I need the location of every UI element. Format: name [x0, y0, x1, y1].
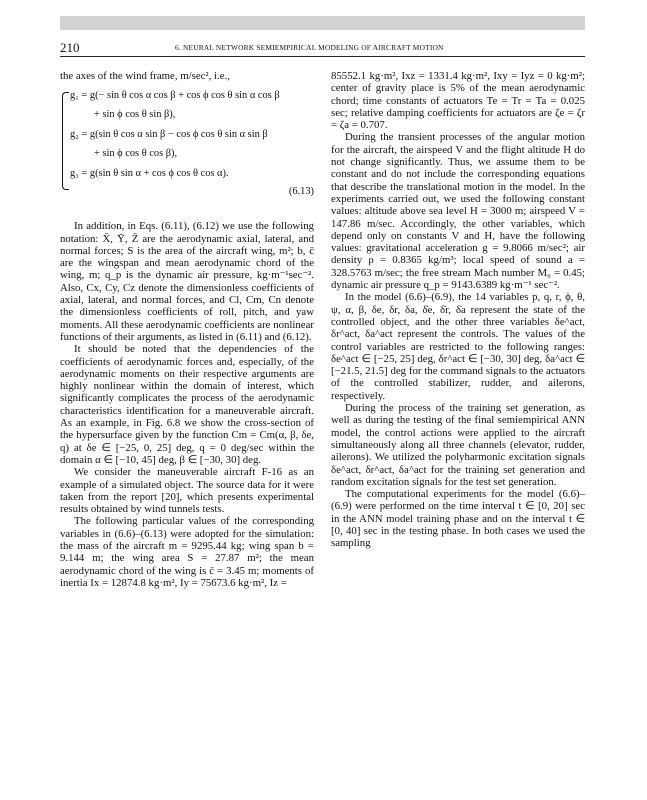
equation-block-6-13 — [60, 90, 314, 198]
equation-line: g₃ = g(sin θ sin α + cos ϕ cos θ cos α). — [70, 168, 229, 180]
equation-line: g₂ = g(sin θ cos α sin β − cos ϕ cos θ sin α sin β — [70, 129, 268, 141]
running-title: 6. NEURAL NETWORK SEMIEMPIRICAL MODELING OF AIRCRAFT MOTION — [175, 43, 444, 52]
paragraph-nonlinearity: It should be noted that the dependencies of the coefficients of aerodynamic forces and, especially, of the aerodynamic moments on their respective arguments are highly nonlinear within the domain of interest, which significantly complicates the process of the aerodynamic characteristics identification for a maneuverable aircraft. As an example, in Fig. 6.8 we show the cross-section of the hypersurface given by the function Cm = Cm(α, β, δe, q) at δe ∈ [−25, 0, 25] deg, q = 0 deg/sec within the domain α ∈ [−10, 45] deg, β ∈ [−30, 30] deg. — [60, 343, 314, 466]
equation-line: + sin ϕ cos θ sin β), — [94, 109, 176, 121]
paragraph-notation: In addition, in Eqs. (6.11), (6.12) we use the following notation: X̄, Ȳ, Z̄ are the aerodynamic axial, lateral, and normal forces; S is the area of the aircraft wing, m²; b, c̄ are the wingspan and mean aerodynamic chord of the wing, m; q_p is the dynamic air pressure, kg·m⁻¹sec⁻². Also, Cx, Cy, Cz denote the dimensionless coefficients of axial, lateral, and normal forces, and Cl, Cm, Cn denote the dimensionless coefficients of roll, pitch, and yaw moments. All these aerodynamic coefficients are nonlinear functions of their arguments, as listed in (6.11) and (6.12). — [60, 220, 314, 343]
equation-line: g₁ = g(− sin θ cos α cos β + cos ϕ cos θ sin α cos β — [70, 90, 280, 102]
equation-number: (6.13) — [288, 186, 314, 198]
paragraph-parameters-cont: 85552.1 kg·m², Ixz = 1331.4 kg·m², Ixy = Iyz = 0 kg·m²; center of gravity place is 5% of the mean aerodynamic chord; time constants of actuators Te = Tr = Ta = 0.025 sec; relative damping coefficients for actuators are ζe = ζr = ζa = 0.707. — [331, 70, 585, 132]
right-column — [331, 70, 585, 550]
paragraph-f16: We consider the maneuverable aircraft F-16 as an example of a simulated object. The source data for it were taken from the report [20], which presents experimental results obtained by wind tunnels tests. — [60, 466, 314, 516]
page-header — [60, 40, 585, 57]
top-gray-bar — [60, 16, 585, 30]
equation-intro: the axes of the wind frame, m/sec², i.e., — [60, 70, 230, 82]
paragraph-transient: During the transient processes of the angular motion for the aircraft, the airspeed V and the flight altitude H do not change significantly. Thus, we assume them to be constant and do not include the corresponding equations that describe the translational motion in the model. In the experiments carried out, we used the following constant values: altitude above sea level H = 3000 m; airspeed V = 147.86 m/sec. Accordingly, the other variables, which depend only on constants V and H, have the following values: gravitational acceleration g = 9.8066 m/sec²; air density ρ = 0.8365 kg/m³; local speed of sound a = 328.5763 m/sec; the free stream Mach number M₀ = 0.45; dynamic air pressure q_p = 9143.6389 kg·m⁻¹ sec⁻². — [331, 131, 585, 292]
paragraph-state-variables: In the model (6.6)–(6.9), the 14 variables p, q, r, ϕ, θ, ψ, α, β, δe, δr, δa, δ̇e, δ̇r, δ̇a represent the state of the controlled object, and the other three variables δe^act, δr^act, δa^act represent the controls. The values of the control variables are restricted to the following ranges: δe^act ∈ [−25, 25] deg, δr^act ∈ [−30, 30] deg, δa^act ∈ [−21.5, 21.5] deg for the command signals to the actuators of the controlled stabilizer, rudder, and ailerons, respectively. — [331, 291, 585, 402]
page-number: 210 — [60, 40, 80, 55]
paragraph-experiments: The computational experiments for the model (6.6)–(6.9) were performed on the time interval t ∈ [0, 20] sec in the ANN model training phase and on the interval t ∈ [0, 40] sec in the testing phase. In both cases we used the sampling — [331, 488, 585, 550]
left-brace — [62, 92, 69, 190]
paragraph-parameters: The following particular values of the corresponding variables in (6.6)–(6.13) were adopted for the simulation: the mass of the aircraft m = 9295.44 kg; wing span b = 9.144 m; the wing area S = 27.87 m²; the mean aerodynamic chord of the wing is c̄ = 3.45 m; moments of inertia Ix = 12874.8 kg·m², Iy = 75673.6 kg·m², Iz = — [60, 515, 314, 589]
paragraph-training-set: During the process of the training set generation, as well as during the testing of the final semiempirical ANN model, the control actions were applied to the aircraft simultaneously along all three channels (elevator, rudder, ailerons). We utilized the polyharmonic excitation signals δe^act, δr^act, δa^act for the training set generation and random excitation signals for the test set generation. — [331, 402, 585, 488]
equation-line: + sin ϕ cos θ cos β), — [94, 148, 178, 160]
left-column — [60, 70, 314, 589]
